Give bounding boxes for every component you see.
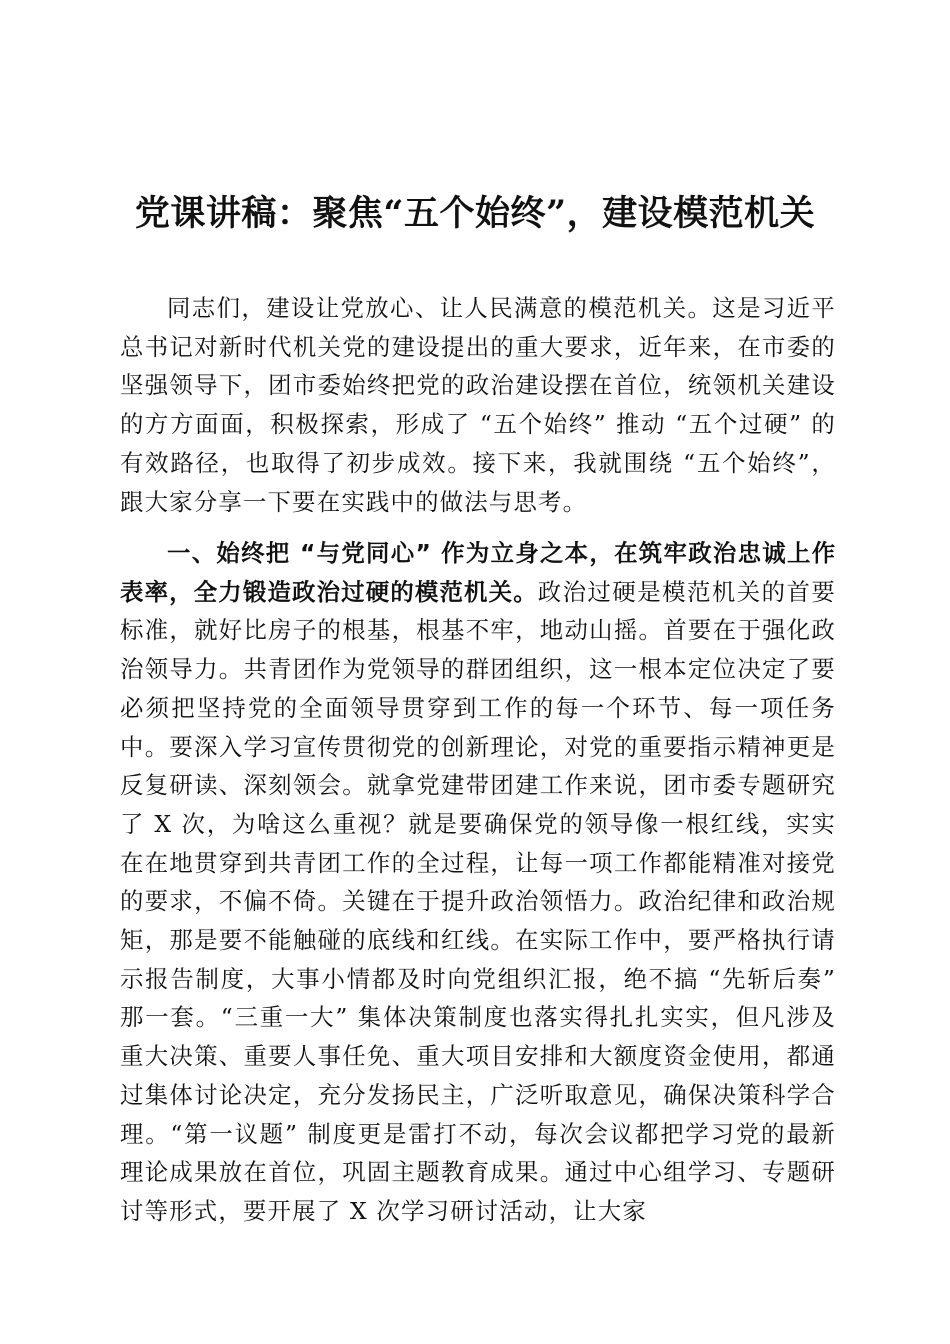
- paragraph-text: 同志们，建设让党放心、让人民满意的模范机关。这是习近平总书记对新时代机关党的建设提出的重大要求，近年来，在市委的坚强领导下，团市委始终把党的政治建设摆在首位，统领机关建设的方方面面，积极探索，形成了 “五个始终” 推动 “五个过硬” 的有效路径，也取得了初步成效。接下来，我就围绕 “五个始终”，跟大家分享一下要在实践中的做法与思考。: [120, 294, 836, 516]
- document-title: 党课讲稿：聚焦“五个始终”，建设模范机关: [134, 193, 816, 234]
- body-paragraph: [120, 534, 836, 1231]
- paragraph-text: 政治过硬是模范机关的首要标准，就好比房子的根基，根基不牢，地动山摇。首要在于强化政治领导力。共青团作为党领导的群团组织，这一根本定位决定了要必须把坚持党的全面领导贯穿到工作的每一个环节、每一项任务中。要深入学习宣传贯彻党的创新理论，对党的重要指示精神更是反复研读、深刻领会。就拿党建带团建工作来说，团市委专题研究了 X 次，为啥这么重视？就是要确保党的领导像一根红线，实实在在地贯穿到共青团工作的全过程，让每一项工作都能精准对接党的要求，不偏不倚。关键在于提升政治领悟力。政治纪律和政治规矩，那是要不能触碰的底线和红线。在实际工作中，要严格执行请示报告制度，大事小情都及时向党组织汇报，绝不搞 “先斩后奏” 那一套。“三重一大” 集体决策制度也落实得扎扎实实，但凡涉及重大决策、重要人事任免、重大项目安排和大额度资金使用，都通过集体讨论决定，充分发扬民主，广泛听取意见，确保决策科学合理。“第一议题” 制度更是雷打不动，每次会议都把学习党的最新理论成果放在首位，巩固主题教育成果。通过中心组学习、专题研讨等形式，要开展了 X 次学习研讨活动，让大家: [120, 577, 836, 1225]
- body-paragraph: [120, 289, 836, 521]
- section-heading: 一、始终把 “与党同心” 作为立身之本，在筑牢政治忠诚上作表率，全力锻造政治过硬的模范机关。: [120, 539, 836, 606]
